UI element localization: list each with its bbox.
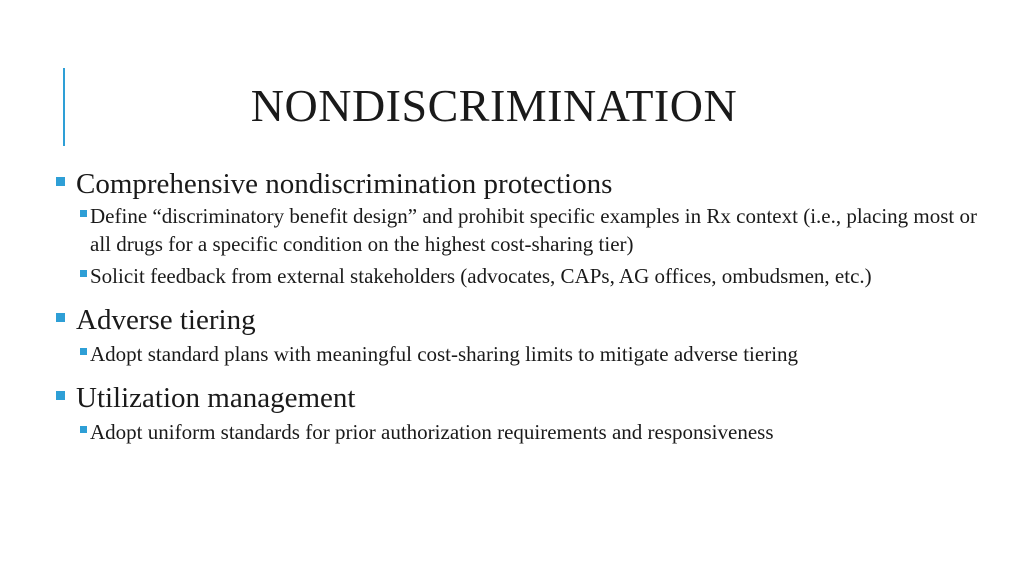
- square-bullet-icon: [56, 177, 65, 186]
- list-item: [56, 202, 996, 258]
- section-heading-text: Adverse tiering: [76, 304, 256, 336]
- square-bullet-icon: [80, 270, 87, 277]
- list-item-text: Define “discriminatory benefit design” and prohibit specific examples in Rx context (i.e., placing most or all drugs for a specific condition on the highest cost-sharing tier): [90, 204, 977, 256]
- section-utilization-management: [56, 380, 996, 446]
- list-item-text: Solicit feedback from external stakeholders (advocates, CAPs, AG offices, ombudsmen, etc.): [90, 264, 872, 288]
- square-bullet-icon: [56, 313, 65, 322]
- square-bullet-icon: [56, 391, 65, 400]
- section-heading-text: Comprehensive nondiscrimination protections: [76, 168, 613, 200]
- list-item: [56, 262, 996, 290]
- section-adverse-tiering: [56, 302, 996, 368]
- section-heading: [56, 380, 996, 416]
- list-item: [56, 340, 996, 368]
- slide-title: NONDISCRIMINATION: [250, 80, 738, 131]
- slide-content: [56, 166, 996, 458]
- section-heading: [56, 302, 996, 338]
- square-bullet-icon: [80, 426, 87, 433]
- list-item: [56, 418, 996, 446]
- square-bullet-icon: [80, 210, 87, 217]
- section-nondiscrimination-protections: [56, 166, 996, 290]
- section-heading: [56, 166, 996, 202]
- section-heading-text: Utilization management: [76, 382, 356, 414]
- square-bullet-icon: [80, 348, 87, 355]
- list-item-text: Adopt uniform standards for prior authorization requirements and responsiveness: [90, 420, 774, 444]
- list-item-text: Adopt standard plans with meaningful cost-sharing limits to mitigate adverse tiering: [90, 342, 799, 366]
